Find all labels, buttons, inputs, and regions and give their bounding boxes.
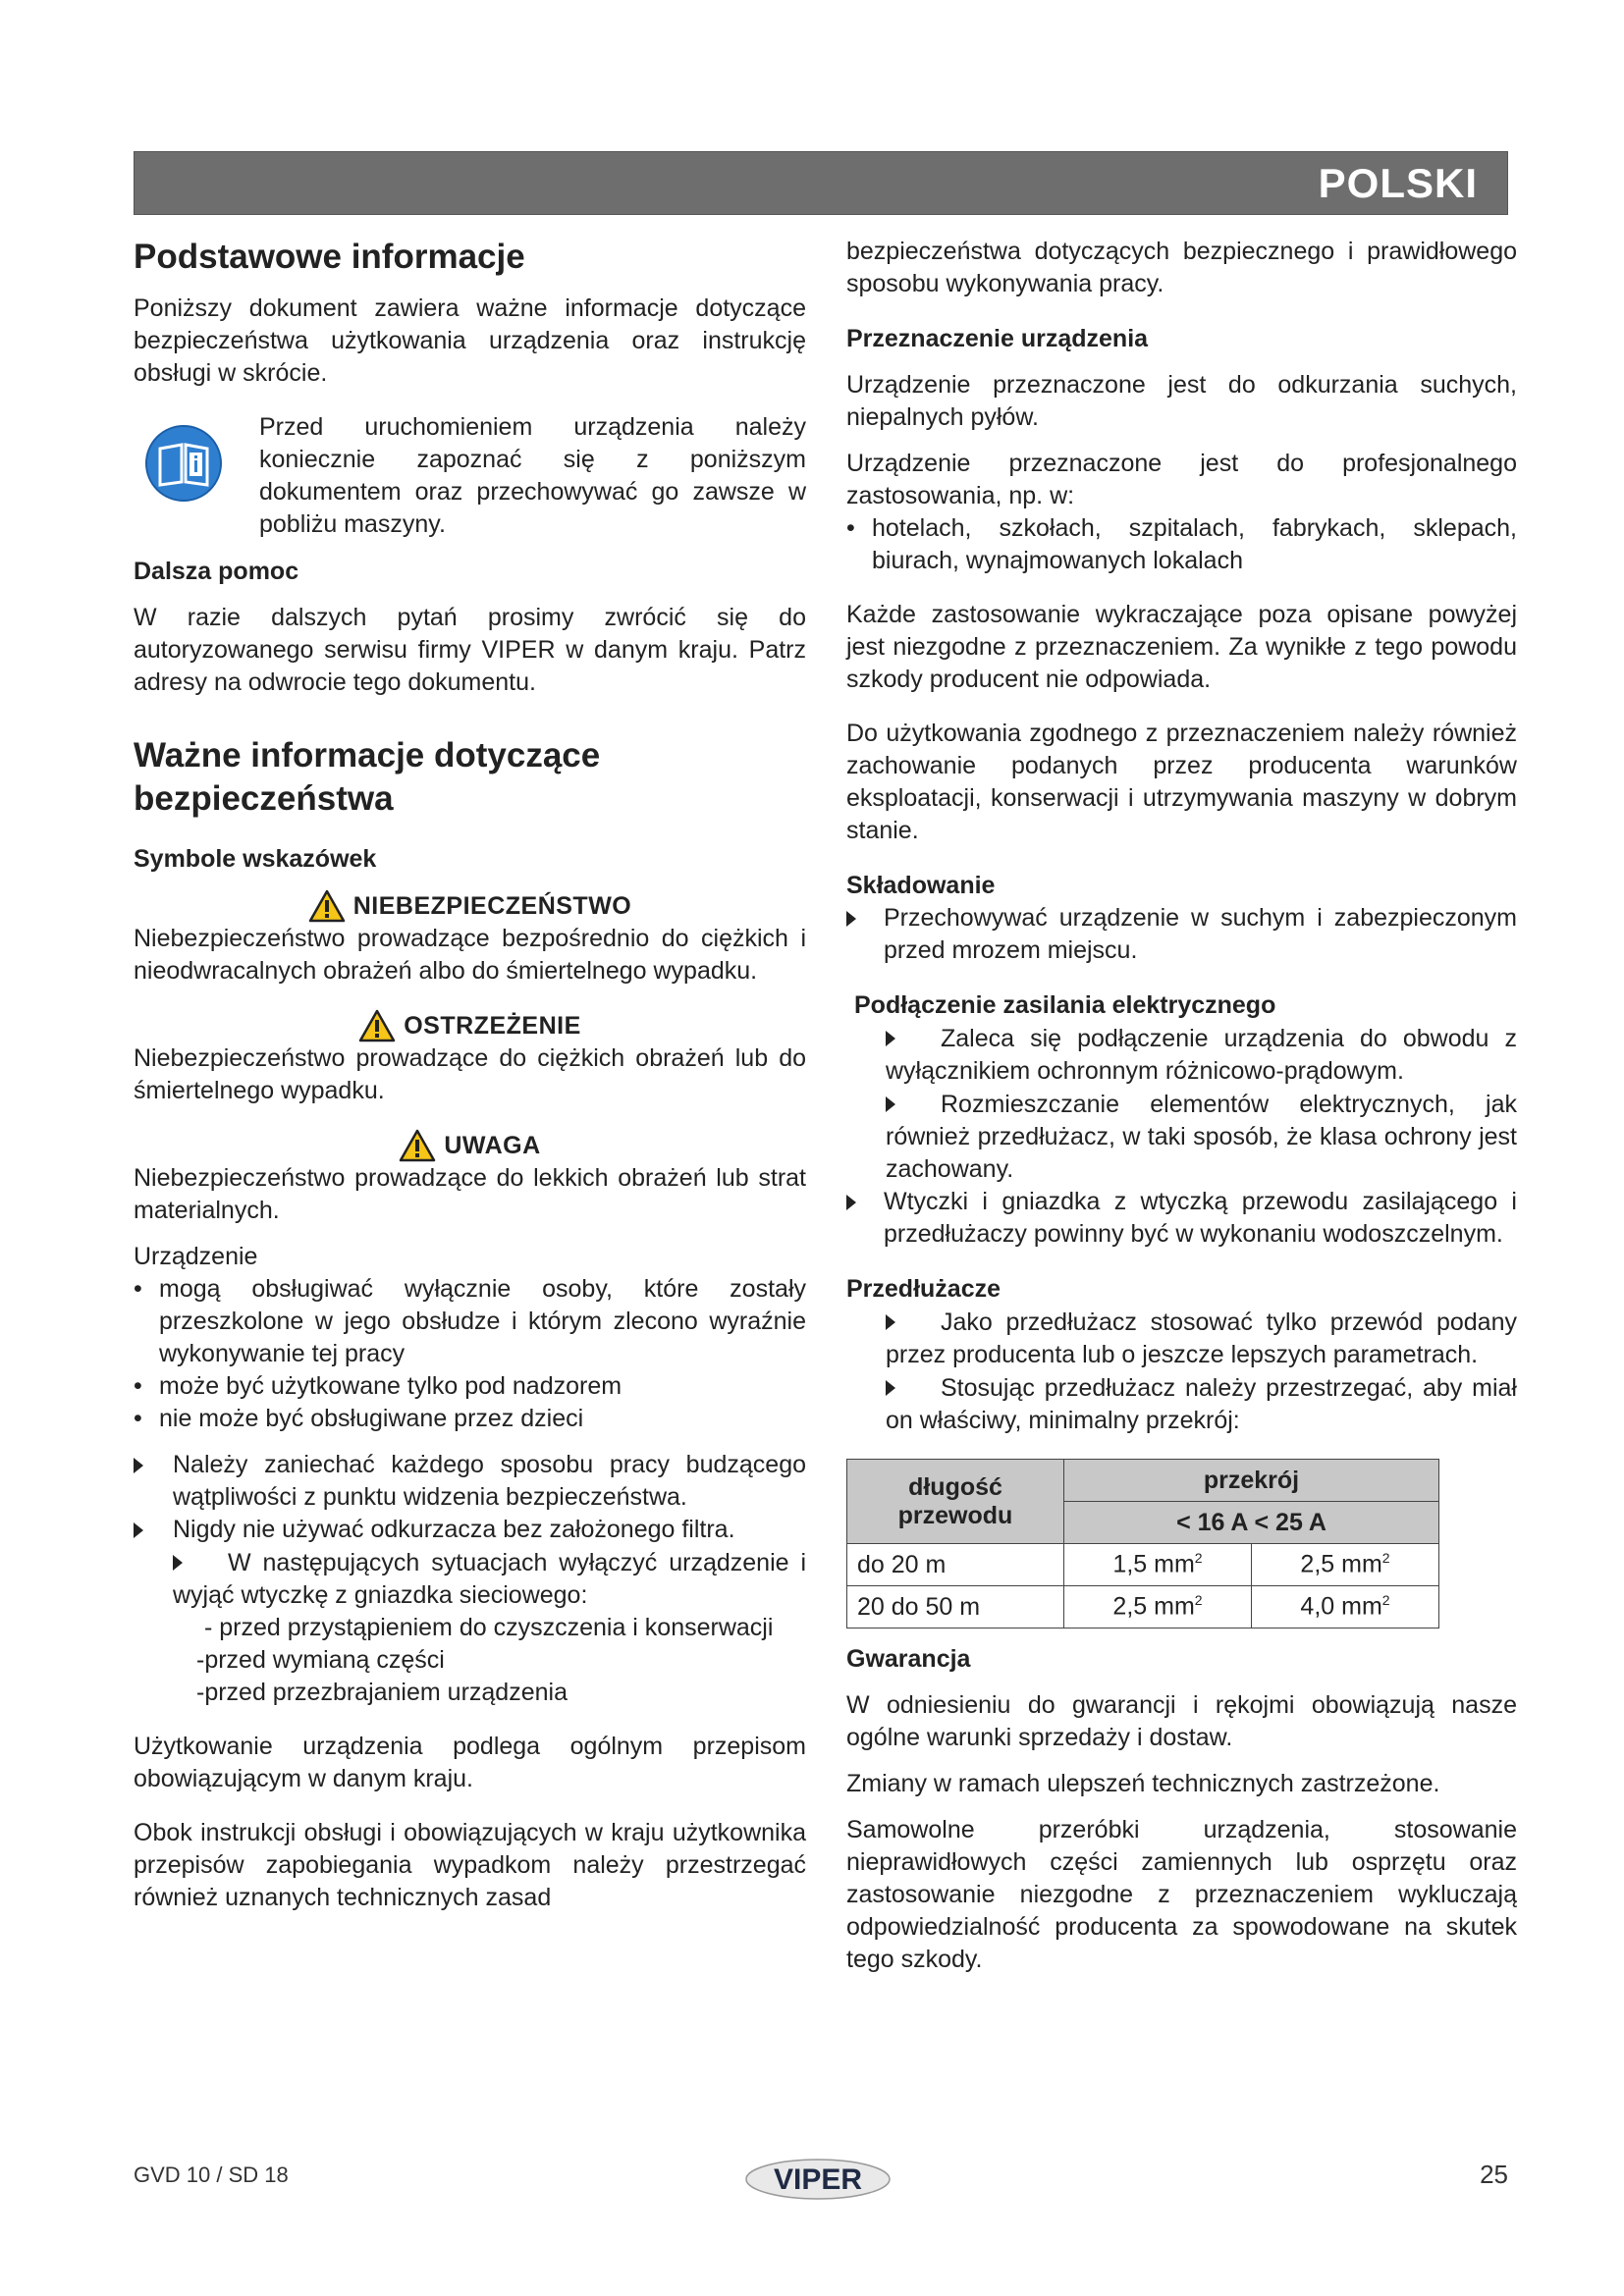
language-banner [134,151,1508,215]
warranty-text-3: Samowolne przeróbki urządzenia, stosowanie nieprawidłowych części zamiennych lub osprzętu oraz zastosowanie niezgodne z przeznaczeniem wykluczają odpowiedzialność producenta za spowodowane na skutek tego szkody. [846,1816,1517,1973]
read-manual-text: Przed uruchomieniem urządzenia należy koniecznie zapoznać się z poniższym dokumentem oraz przechowywać go zawsze w pobliżu maszyny. [259,413,806,538]
brand-text: VIPER [773,2163,863,2196]
warning-triangle-icon [308,889,346,923]
list-item: • może być użytkowane tylko pod nadzorem [134,1372,623,1400]
purpose-text-2: Urządzenie przeznaczone jest do profesjonalnego zastosowania, np. w: [846,450,1517,509]
disconnect-text: W następujących sytuacjach wyłączyć urządzenie i wyjąć wtyczkę z gniazdka sieciowego: [173,1549,806,1609]
arrow-bullet-icon [173,1555,183,1571]
device-label: Urządzenie [134,1243,258,1270]
continuation-text: bezpieczeństwa dotyczących bezpiecznego i prawidłowego sposobu wykonywania pracy. [846,238,1517,297]
list-item: Należy zaniechać każdego sposobu pracy budzącego wątpliwości z punktu widzenia bezpieczeństwa. [134,1449,806,1514]
extension-text-2: Stosując przedłużacz należy przestrzegać, aby miał on właściwy, minimalny przekrój: [886,1374,1517,1434]
warning-label: OSTRZEŻENIE [404,1011,581,1040]
purpose-text-1: Urządzenie przeznaczone jest do odkurzania suchych, niepalnych pyłów. [846,371,1517,431]
warranty-text-2: Zmiany w ramach ulepszeń technicznych zastrzeżone. [846,1770,1440,1797]
table-header-section: przekrój [1064,1460,1439,1502]
cable-section-table [846,1459,1439,1629]
viper-logo-icon [744,2158,892,2201]
table-cell: 4,0 $mm^2$ [1252,1586,1439,1629]
list-item: Nigdy nie używać odkurzacza bez założonego filtra. [134,1514,806,1546]
table-cell: 2,5 $mm^2$ [1064,1586,1252,1629]
safety-arrow-list [134,1449,806,1546]
purpose-bullet-list [846,512,1517,577]
further-help-heading: Dalsza pomoc [134,558,299,585]
safety-heading-line1: Ważne informacje dotyczące [134,736,601,774]
arrow-bullet-icon [846,1195,856,1210]
right-column [846,236,1517,1976]
arrow-bullet-icon [134,1458,143,1473]
arrow-bullet-icon [886,1031,895,1046]
list-item: • hotelach, szkołach, szpitalach, fabrykach, sklepach, biurach, wynajmowanych lokalach [846,514,1517,574]
basic-info-heading: Podstawowe informacje [134,238,525,276]
warning-label-row [134,1009,806,1042]
table-cell: do 20 m [847,1544,1064,1586]
arrow-bullet-icon [886,1380,895,1396]
further-help-text: W razie dalszych pytań prosimy zwrócić się do autoryzowanego serwisu firmy VIPER w danym kraju. Patrz adresy na odwrocie tego dokumentu. [134,604,806,696]
caution-label: UWAGA [444,1131,541,1159]
language-label: POLSKI [1318,160,1478,206]
danger-text: Niebezpieczeństwo prowadzące bezpośrednio do ciężkich i nieodwracalnych obrażeń albo do śmiertelnego wypadku. [134,925,806,985]
danger-label: NIEBEZPIECZEŃSTWO [352,891,632,920]
conditions-text: Do użytkowania zgodnego z przeznaczeniem należy również zachowanie podanych przez producenta warunków eksploatacji, konserwacji i utrzymywania maszyny w dobrym stanie. [846,720,1517,844]
basic-info-text: Poniższy dokument zawiera ważne informacje dotyczące bezpieczeństwa użytkowania urządzenia oraz instrukcję obsługi w skrócie. [134,294,806,387]
safety-heading-line2: bezpieczeństwa [134,779,394,818]
table-cell: 2,5 $mm^2$ [1252,1544,1439,1586]
warning-triangle-icon [358,1009,396,1042]
warning-triangle-icon [399,1129,436,1162]
power-text-2: Rozmieszczanie elementów elektrycznych, jak również przedłużacz, w taki sposób, że klasa ochrony jest zachowany. [886,1091,1517,1183]
manual-info-icon [143,423,224,504]
storage-list [846,902,1517,967]
list-item: Wtyczki i gniazdka z wtyczką przewodu zasilającego i przedłużaczy powinny być w wykonaniu wodoszczelnym. [846,1186,1517,1251]
table-header-length: długość przewodu [847,1460,1064,1544]
left-column [134,236,806,1914]
purpose-heading: Przeznaczenie urządzenia [846,325,1149,352]
warning-text: Niebezpieczeństwo prowadzące do ciężkich obrażeń lub do śmiertelnego wypadku. [134,1044,806,1104]
list-item: Przechowywać urządzenie w suchym i zabezpieczonym przed mrozem miejscu. [846,902,1517,967]
model-number: GVD 10 / SD 18 [134,2163,289,2187]
arrow-bullet-icon [886,1314,895,1330]
list-item: -przed przezbrajaniem urządzenia [196,1679,568,1706]
table-cell: 20 do 50 m [847,1586,1064,1629]
arrow-bullet-icon [886,1096,895,1112]
extension-heading: Przedłużacze [846,1275,1001,1303]
table-header-current: < 16 A < 25 A [1064,1502,1439,1544]
table-row [847,1544,1439,1586]
arrow-bullet-icon [846,911,856,927]
power-list [846,1186,1517,1251]
rules-text: Obok instrukcji obsługi i obowiązujących w kraju użytkownika przepisów zapobiegania wypadkom należy przestrzegać również uznanych technicznych zasad [134,1819,806,1911]
extension-text-1: Jako przedłużacz stosować tylko przewód podany przez producenta lub o jeszcze lepszych parametrach. [886,1308,1517,1368]
device-bullet-list [134,1273,806,1435]
symbols-heading: Symbole wskazówek [134,845,377,873]
storage-heading: Składowanie [846,872,996,899]
caution-text: Niebezpieczeństwo prowadzące do lekkich obrażeń lub strat materialnych. [134,1164,806,1224]
caution-label-row [134,1129,806,1162]
disconnect-list [134,1612,806,1709]
warranty-text-1: W odniesieniu do gwarancji i rękojmi obowiązują nasze ogólne warunki sprzedaży i dostaw. [846,1691,1517,1751]
warranty-heading: Gwarancja [846,1645,971,1673]
usage-text: Użytkowanie urządzenia podlega ogólnym przepisom obowiązującym w danym kraju. [134,1733,806,1792]
arrow-bullet-icon [134,1522,143,1538]
danger-label-row [134,889,806,923]
list-item: • mogą obsługiwać wyłącznie osoby, które zostały przeszkolone w jego obsłudze i którym zlecono wyraźnie wykonywanie tej pracy [134,1275,806,1367]
list-item: -przed wymianą części [196,1646,445,1674]
table-cell: 1,5 $mm^2$ [1064,1544,1252,1586]
misuse-text: Każde zastosowanie wykraczające poza opisane powyżej jest niezgodne z przeznaczeniem. Za wynikłe z tego powodu szkody producent nie odpowiada. [846,601,1517,693]
list-item: • nie może być obsługiwane przez dzieci [134,1405,584,1432]
power-text-1: Zaleca się podłączenie urządzenia do obwodu z wyłącznikiem ochronnym różnicowo-prądowym. [886,1025,1517,1085]
power-heading: Podłączenie zasilania elektrycznego [854,991,1276,1019]
table-row [847,1586,1439,1629]
list-item: - przed przystąpieniem do czyszczenia i konserwacji [204,1614,774,1641]
page-number: 25 [1480,2160,1508,2189]
read-manual-note [134,411,806,541]
